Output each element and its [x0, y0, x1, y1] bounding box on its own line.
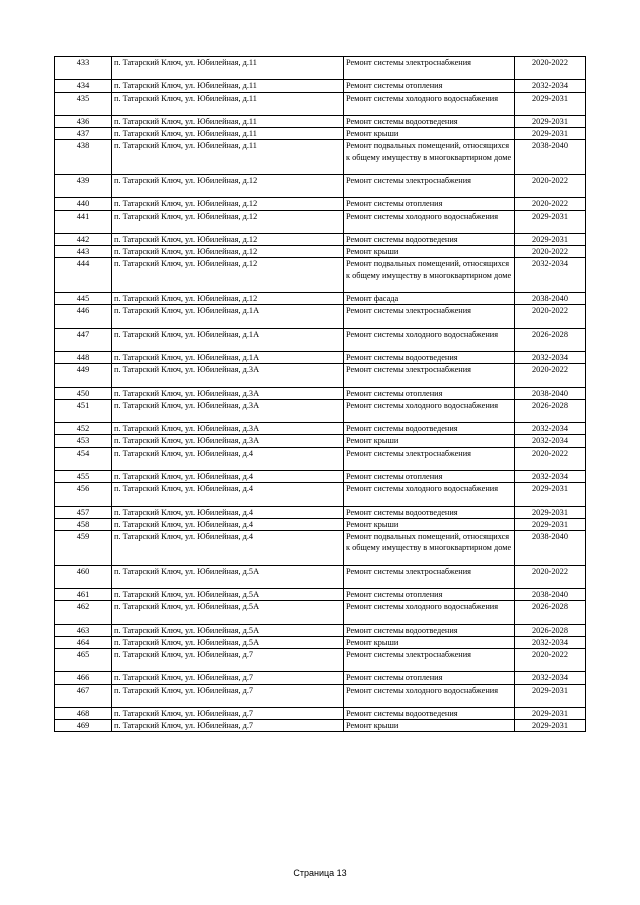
row-period: 2029-2031 [515, 707, 586, 719]
row-address: п. Татарский Ключ, ул. Юбилейная, д.5А [112, 624, 344, 636]
row-address: п. Татарский Ключ, ул. Юбилейная, д.12 [112, 174, 344, 197]
row-work-type: Ремонт системы электроснабжения [344, 565, 515, 588]
row-work-type: Ремонт системы холодного водоснабжения [344, 601, 515, 624]
row-work-type: Ремонт системы холодного водоснабжения [344, 328, 515, 351]
row-address: п. Татарский Ключ, ул. Юбилейная, д.5А [112, 588, 344, 600]
row-number: 443 [55, 246, 112, 258]
row-work-type: Ремонт системы водоотведения [344, 351, 515, 363]
row-period: 2020-2022 [515, 198, 586, 210]
row-period: 2038-2040 [515, 530, 586, 565]
row-number: 441 [55, 210, 112, 233]
row-number: 457 [55, 506, 112, 518]
table-row [55, 565, 586, 588]
row-period: 2032-2034 [515, 80, 586, 92]
table-row [55, 530, 586, 565]
table-row [55, 435, 586, 447]
table-row [55, 328, 586, 351]
row-period: 2029-2031 [515, 128, 586, 140]
row-address: п. Татарский Ключ, ул. Юбилейная, д.1А [112, 328, 344, 351]
row-work-type: Ремонт фасада [344, 292, 515, 304]
table-row [55, 387, 586, 399]
row-work-type: Ремонт системы отопления [344, 470, 515, 482]
row-address: п. Татарский Ключ, ул. Юбилейная, д.4 [112, 506, 344, 518]
row-address: п. Татарский Ключ, ул. Юбилейная, д.4 [112, 483, 344, 506]
row-work-type: Ремонт системы электроснабжения [344, 648, 515, 671]
row-period: 2038-2040 [515, 387, 586, 399]
row-work-type: Ремонт крыши [344, 636, 515, 648]
row-number: 465 [55, 648, 112, 671]
table-row [55, 140, 586, 175]
table-row [55, 80, 586, 92]
row-number: 469 [55, 720, 112, 732]
row-period: 2029-2031 [515, 720, 586, 732]
table-row [55, 246, 586, 258]
row-number: 448 [55, 351, 112, 363]
table-row [55, 648, 586, 671]
row-period: 2038-2040 [515, 140, 586, 175]
row-address: п. Татарский Ключ, ул. Юбилейная, д.7 [112, 720, 344, 732]
row-work-type: Ремонт системы холодного водоснабжения [344, 483, 515, 506]
row-number: 433 [55, 57, 112, 80]
row-number: 445 [55, 292, 112, 304]
row-address: п. Татарский Ключ, ул. Юбилейная, д.4 [112, 470, 344, 482]
row-number: 434 [55, 80, 112, 92]
table-row [55, 423, 586, 435]
row-address: п. Татарский Ключ, ул. Юбилейная, д.3А [112, 435, 344, 447]
row-number: 459 [55, 530, 112, 565]
row-work-type: Ремонт системы отопления [344, 387, 515, 399]
row-number: 463 [55, 624, 112, 636]
row-period: 2032-2034 [515, 258, 586, 293]
page-number: Страница 13 [293, 868, 347, 878]
row-address: п. Татарский Ключ, ул. Юбилейная, д.12 [112, 233, 344, 245]
table-row [55, 233, 586, 245]
row-number: 447 [55, 328, 112, 351]
row-address: п. Татарский Ключ, ул. Юбилейная, д.4 [112, 530, 344, 565]
row-work-type: Ремонт крыши [344, 720, 515, 732]
row-work-type: Ремонт системы электроснабжения [344, 57, 515, 80]
row-address: п. Татарский Ключ, ул. Юбилейная, д.4 [112, 518, 344, 530]
row-period: 2020-2022 [515, 305, 586, 328]
row-work-type: Ремонт системы холодного водоснабжения [344, 399, 515, 422]
row-address: п. Татарский Ключ, ул. Юбилейная, д.11 [112, 80, 344, 92]
row-period: 2029-2031 [515, 483, 586, 506]
row-period: 2032-2034 [515, 435, 586, 447]
row-work-type: Ремонт подвальных помещений, относящихся к общему имуществу в многоквартирном доме [344, 258, 515, 293]
row-period: 2032-2034 [515, 672, 586, 684]
row-number: 453 [55, 435, 112, 447]
row-work-type: Ремонт системы отопления [344, 672, 515, 684]
row-address: п. Татарский Ключ, ул. Юбилейная, д.1А [112, 351, 344, 363]
row-work-type: Ремонт системы отопления [344, 588, 515, 600]
table-row [55, 364, 586, 387]
row-work-type: Ремонт системы отопления [344, 198, 515, 210]
row-address: п. Татарский Ключ, ул. Юбилейная, д.5А [112, 636, 344, 648]
table-row [55, 57, 586, 80]
row-address: п. Татарский Ключ, ул. Юбилейная, д.7 [112, 672, 344, 684]
row-number: 450 [55, 387, 112, 399]
row-period: 2026-2028 [515, 624, 586, 636]
row-work-type: Ремонт системы водоотведения [344, 115, 515, 127]
row-address: п. Татарский Ключ, ул. Юбилейная, д.12 [112, 210, 344, 233]
row-period: 2032-2034 [515, 636, 586, 648]
row-address: п. Татарский Ключ, ул. Юбилейная, д.7 [112, 684, 344, 707]
row-period: 2029-2031 [515, 518, 586, 530]
row-period: 2020-2022 [515, 364, 586, 387]
row-period: 2020-2022 [515, 565, 586, 588]
row-work-type: Ремонт крыши [344, 435, 515, 447]
row-period: 2020-2022 [515, 174, 586, 197]
row-address: п. Татарский Ключ, ул. Юбилейная, д.11 [112, 92, 344, 115]
row-address: п. Татарский Ключ, ул. Юбилейная, д.5А [112, 565, 344, 588]
row-address: п. Татарский Ключ, ул. Юбилейная, д.7 [112, 648, 344, 671]
table-row [55, 707, 586, 719]
row-period: 2020-2022 [515, 648, 586, 671]
table-row [55, 506, 586, 518]
row-work-type: Ремонт подвальных помещений, относящихся к общему имуществу в многоквартирном доме [344, 140, 515, 175]
table-row [55, 128, 586, 140]
row-work-type: Ремонт системы водоотведения [344, 707, 515, 719]
row-period: 2032-2034 [515, 351, 586, 363]
row-period: 2038-2040 [515, 292, 586, 304]
row-number: 438 [55, 140, 112, 175]
row-period: 2038-2040 [515, 588, 586, 600]
row-period: 2026-2028 [515, 601, 586, 624]
row-period: 2029-2031 [515, 92, 586, 115]
row-period: 2029-2031 [515, 684, 586, 707]
row-number: 464 [55, 636, 112, 648]
table-row [55, 174, 586, 197]
row-work-type: Ремонт системы водоотведения [344, 423, 515, 435]
row-address: п. Татарский Ключ, ул. Юбилейная, д.5А [112, 601, 344, 624]
table-row [55, 399, 586, 422]
row-period: 2020-2022 [515, 447, 586, 470]
row-work-type: Ремонт системы электроснабжения [344, 364, 515, 387]
row-period: 2029-2031 [515, 210, 586, 233]
table-row [55, 447, 586, 470]
row-address: п. Татарский Ключ, ул. Юбилейная, д.11 [112, 140, 344, 175]
repair-schedule-table [54, 56, 586, 732]
row-work-type: Ремонт крыши [344, 128, 515, 140]
row-work-type: Ремонт системы холодного водоснабжения [344, 92, 515, 115]
row-address: п. Татарский Ключ, ул. Юбилейная, д.3А [112, 423, 344, 435]
table-row [55, 672, 586, 684]
table-row [55, 305, 586, 328]
row-number: 444 [55, 258, 112, 293]
row-address: п. Татарский Ключ, ул. Юбилейная, д.12 [112, 246, 344, 258]
row-number: 435 [55, 92, 112, 115]
row-address: п. Татарский Ключ, ул. Юбилейная, д.11 [112, 115, 344, 127]
row-work-type: Ремонт крыши [344, 246, 515, 258]
table-row [55, 720, 586, 732]
row-period: 2026-2028 [515, 328, 586, 351]
row-number: 456 [55, 483, 112, 506]
row-period: 2029-2031 [515, 506, 586, 518]
row-work-type: Ремонт системы холодного водоснабжения [344, 210, 515, 233]
row-number: 455 [55, 470, 112, 482]
row-work-type: Ремонт системы водоотведения [344, 624, 515, 636]
table-row [55, 624, 586, 636]
row-number: 451 [55, 399, 112, 422]
row-number: 462 [55, 601, 112, 624]
table-row [55, 684, 586, 707]
row-work-type: Ремонт системы отопления [344, 80, 515, 92]
table-row [55, 601, 586, 624]
row-address: п. Татарский Ключ, ул. Юбилейная, д.11 [112, 128, 344, 140]
repair-schedule-body [55, 57, 586, 732]
row-work-type: Ремонт системы электроснабжения [344, 447, 515, 470]
row-work-type: Ремонт системы водоотведения [344, 233, 515, 245]
table-row [55, 210, 586, 233]
table-row [55, 351, 586, 363]
table-row [55, 198, 586, 210]
row-address: п. Татарский Ключ, ул. Юбилейная, д.7 [112, 707, 344, 719]
table-row [55, 292, 586, 304]
row-number: 460 [55, 565, 112, 588]
row-number: 458 [55, 518, 112, 530]
row-work-type: Ремонт системы водоотведения [344, 506, 515, 518]
row-number: 467 [55, 684, 112, 707]
row-number: 440 [55, 198, 112, 210]
row-number: 437 [55, 128, 112, 140]
row-number: 442 [55, 233, 112, 245]
row-address: п. Татарский Ключ, ул. Юбилейная, д.3А [112, 399, 344, 422]
table-row [55, 115, 586, 127]
row-period: 2032-2034 [515, 423, 586, 435]
table-row [55, 258, 586, 293]
table-row [55, 518, 586, 530]
row-work-type: Ремонт системы электроснабжения [344, 174, 515, 197]
row-address: п. Татарский Ключ, ул. Юбилейная, д.3А [112, 364, 344, 387]
row-number: 466 [55, 672, 112, 684]
table-row [55, 483, 586, 506]
row-address: п. Татарский Ключ, ул. Юбилейная, д.12 [112, 198, 344, 210]
row-period: 2029-2031 [515, 233, 586, 245]
row-address: п. Татарский Ключ, ул. Юбилейная, д.12 [112, 258, 344, 293]
row-number: 452 [55, 423, 112, 435]
row-number: 454 [55, 447, 112, 470]
row-address: п. Татарский Ключ, ул. Юбилейная, д.12 [112, 292, 344, 304]
row-address: п. Татарский Ключ, ул. Юбилейная, д.3А [112, 387, 344, 399]
row-period: 2029-2031 [515, 115, 586, 127]
row-work-type: Ремонт системы электроснабжения [344, 305, 515, 328]
row-number: 436 [55, 115, 112, 127]
table-row [55, 92, 586, 115]
row-work-type: Ремонт подвальных помещений, относящихся к общему имуществу в многоквартирном доме [344, 530, 515, 565]
row-number: 446 [55, 305, 112, 328]
row-number: 461 [55, 588, 112, 600]
table-row [55, 470, 586, 482]
row-period: 2020-2022 [515, 246, 586, 258]
row-address: п. Татарский Ключ, ул. Юбилейная, д.1А [112, 305, 344, 328]
row-number: 439 [55, 174, 112, 197]
row-period: 2020-2022 [515, 57, 586, 80]
row-address: п. Татарский Ключ, ул. Юбилейная, д.4 [112, 447, 344, 470]
row-work-type: Ремонт крыши [344, 518, 515, 530]
row-number: 449 [55, 364, 112, 387]
row-number: 468 [55, 707, 112, 719]
row-work-type: Ремонт системы холодного водоснабжения [344, 684, 515, 707]
table-row [55, 636, 586, 648]
table-row [55, 588, 586, 600]
row-address: п. Татарский Ключ, ул. Юбилейная, д.11 [112, 57, 344, 80]
row-period: 2026-2028 [515, 399, 586, 422]
row-period: 2032-2034 [515, 470, 586, 482]
